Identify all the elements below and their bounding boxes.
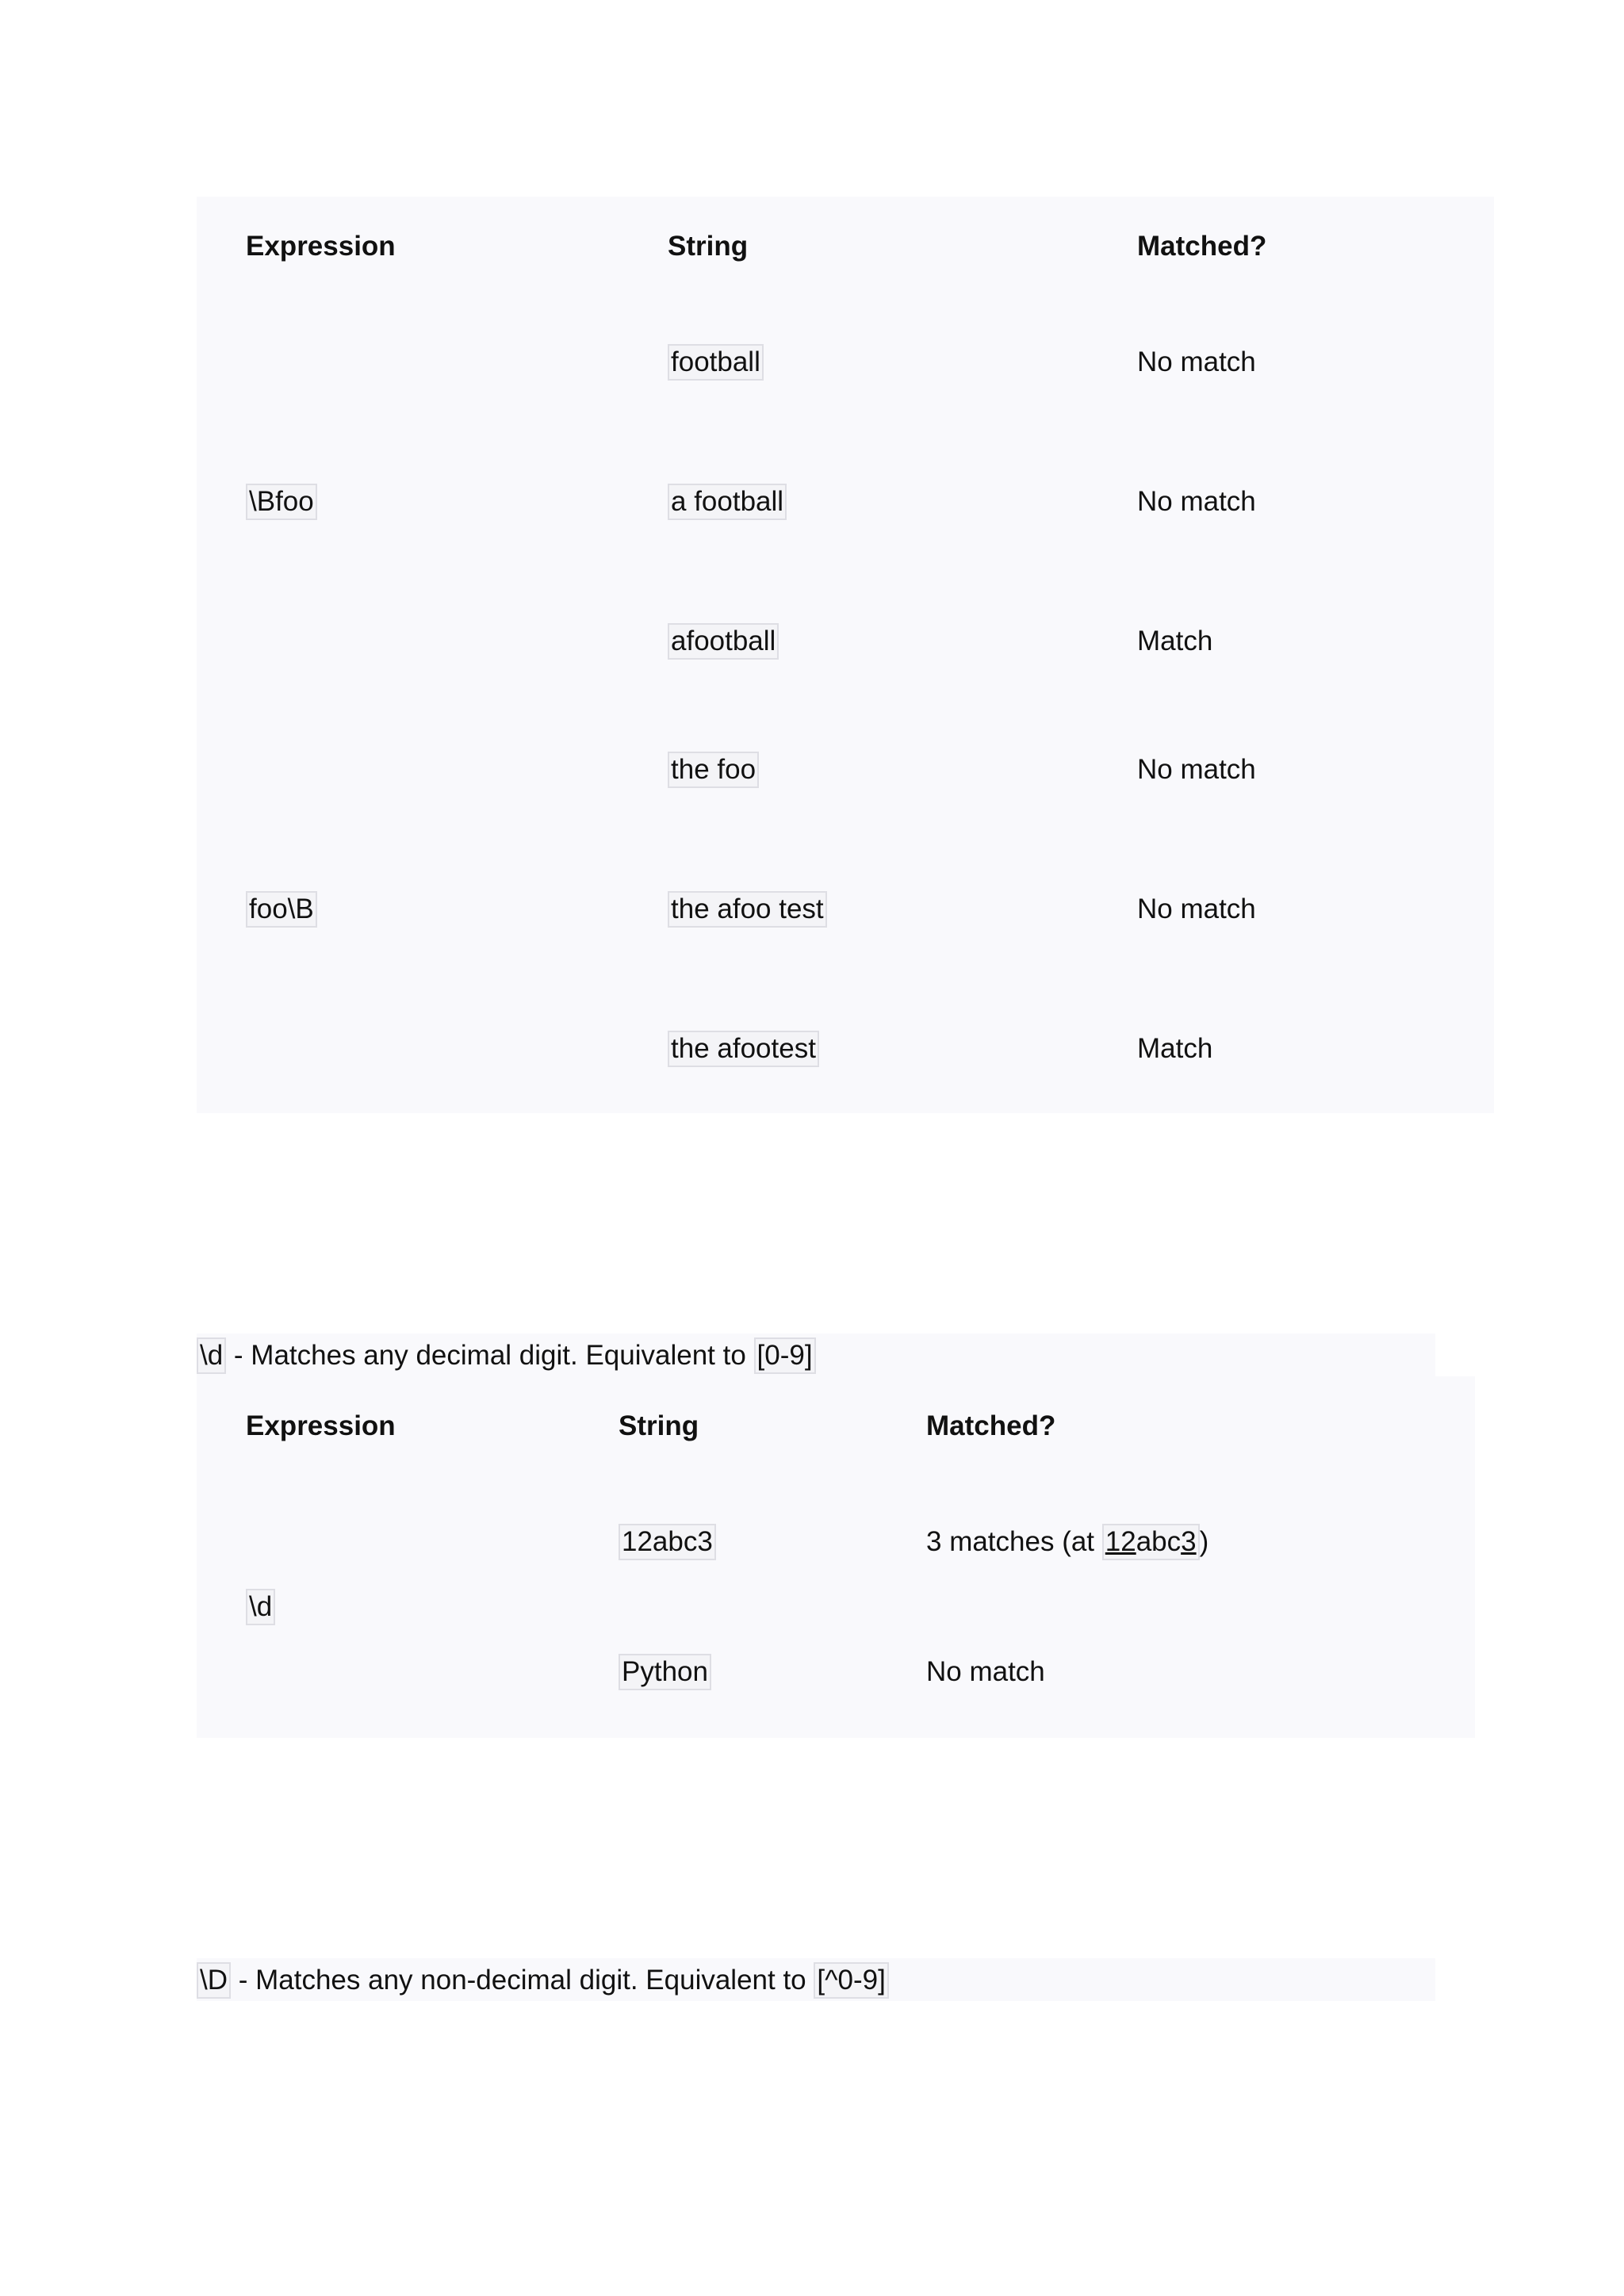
inline-code: [^0-9] (814, 1962, 888, 1999)
non-match-text: abc (1136, 1526, 1182, 1557)
table-row (668, 752, 759, 788)
expression-cell (246, 484, 317, 520)
string-code: a football (668, 484, 787, 520)
header-expression: Expression (246, 1410, 396, 1441)
matched-text (926, 1524, 1208, 1560)
header-expression: Expression (246, 231, 396, 262)
matched-text: No match (1137, 894, 1256, 924)
table-boundary (197, 197, 1494, 1113)
matched-text: Match (1137, 1033, 1213, 1064)
paragraph-text: - Matches any non-decimal digit. Equivalent to (231, 1965, 814, 1996)
header-string: String (668, 231, 749, 262)
inline-code: \D (197, 1962, 231, 1999)
paragraph-non-decimal-digit (197, 1961, 889, 1999)
inline-code: \d (197, 1337, 226, 1374)
string-code: afootball (668, 623, 779, 660)
matched-text: No match (926, 1656, 1045, 1687)
expression-cell (246, 891, 317, 928)
matched-text: No match (1137, 754, 1256, 785)
table-row (668, 1031, 819, 1067)
match-digits: 3 (1181, 1526, 1197, 1557)
matched-code (1102, 1524, 1200, 1560)
header-matched: Matched? (926, 1410, 1056, 1441)
matched-text: No match (1137, 346, 1256, 377)
table-row (668, 623, 779, 660)
string-code: the afootest (668, 1031, 819, 1067)
string-code: the foo (668, 752, 759, 788)
paragraph-decimal-digit (197, 1337, 816, 1375)
expression-code: \d (246, 1589, 275, 1625)
matched-text: No match (1137, 486, 1256, 517)
table-row (668, 891, 827, 928)
string-code: the afoo test (668, 891, 827, 928)
string-code: 12abc3 (619, 1524, 716, 1560)
table-row (619, 1654, 711, 1690)
inline-code: [0-9] (754, 1337, 816, 1374)
table-row (668, 484, 787, 520)
matched-suffix: ) (1199, 1526, 1209, 1557)
string-code: football (668, 344, 764, 381)
header-string: String (619, 1410, 699, 1441)
expression-cell (246, 1589, 275, 1625)
header-matched: Matched? (1137, 231, 1267, 262)
paragraph-text: - Matches any decimal digit. Equivalent to (226, 1340, 754, 1371)
expression-code: foo\B (246, 891, 317, 928)
matched-text: Match (1137, 626, 1213, 656)
expression-code: \Bfoo (246, 484, 317, 520)
match-digits: 12 (1105, 1526, 1136, 1557)
table-row (619, 1524, 716, 1560)
table-row (668, 344, 764, 381)
matched-prefix: 3 matches (at (926, 1526, 1102, 1557)
string-code: Python (619, 1654, 711, 1690)
table-boundary (197, 1376, 1475, 1738)
